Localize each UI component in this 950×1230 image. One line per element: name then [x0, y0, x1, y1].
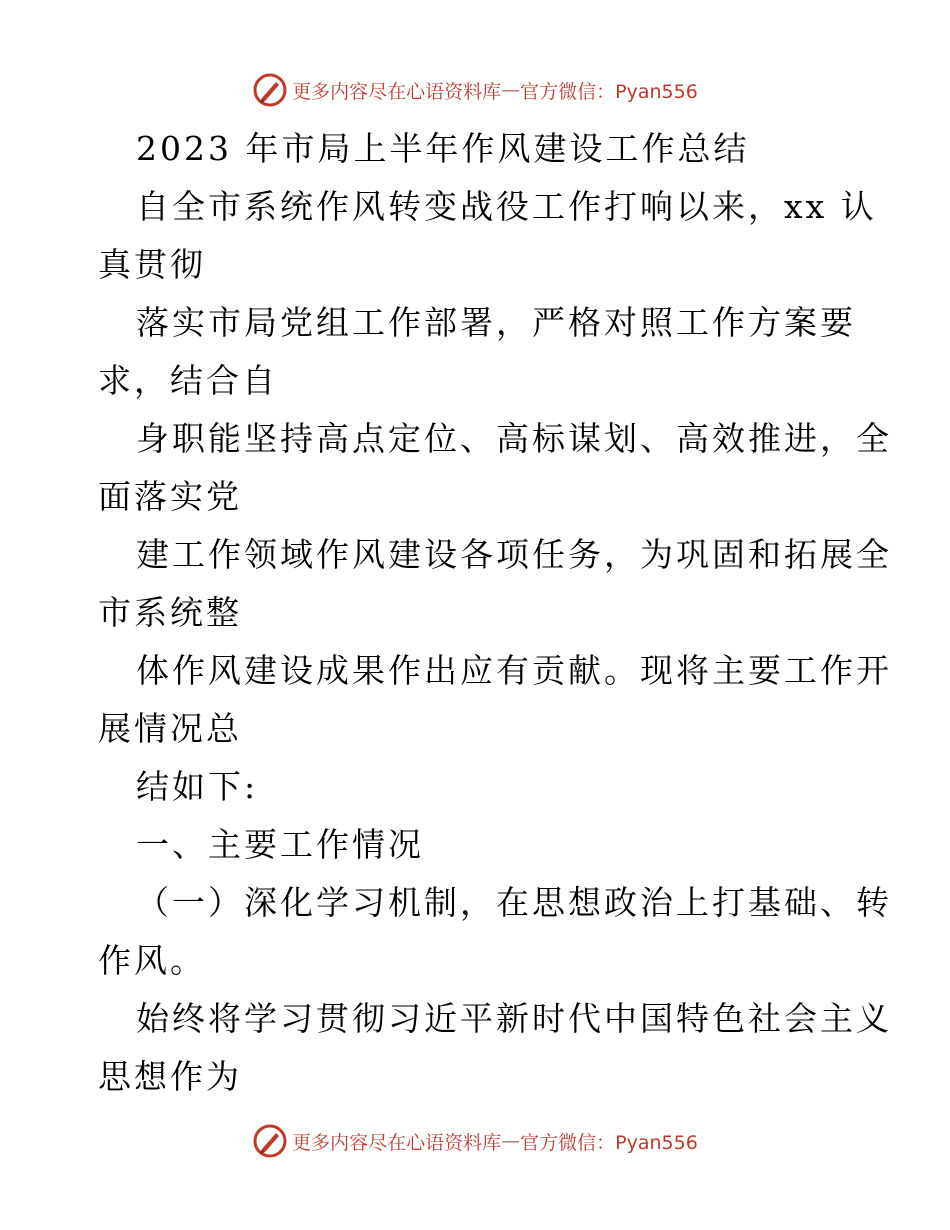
- pen-logo-icon: [252, 72, 288, 108]
- document-line: 作风。: [98, 941, 206, 980]
- watermark-brand: 更多内容尽在心语资料库: [292, 1131, 502, 1154]
- watermark-dash: —: [501, 1130, 521, 1152]
- document-line: 2023 年市局上半年作风建设工作总结: [136, 129, 750, 168]
- watermark-header: [0, 72, 950, 108]
- document-line: 展情况总: [98, 709, 242, 748]
- watermark-dash: —: [501, 79, 521, 101]
- document-line: 结如下:: [136, 767, 259, 806]
- watermark-wechat: 官方微信：Pyan556: [520, 80, 698, 103]
- document-line: 一、主要工作情况: [136, 825, 424, 864]
- watermark-footer: [0, 1123, 950, 1159]
- document-line: 思想作为: [98, 1057, 242, 1096]
- document-line: 体作风建设成果作出应有贡献。现将主要工作开: [136, 651, 892, 690]
- document-line: 建工作领域作风建设各项任务，为巩固和拓展全: [136, 535, 892, 574]
- document-line: 求，结合自: [98, 361, 278, 400]
- document-line: 自全市系统作风转变战役工作打响以来，xx 认: [136, 187, 877, 226]
- document-line: 面落实党: [98, 477, 242, 516]
- document-line: 身职能坚持高点定位、高标谋划、高效推进，全: [136, 419, 892, 458]
- document-line: 始终将学习贯彻习近平新时代中国特色社会主义: [136, 999, 892, 1038]
- watermark-wechat: 官方微信：Pyan556: [520, 1131, 698, 1154]
- document-line: 真贯彻: [98, 245, 206, 284]
- document-line: 落实市局党组工作部署，严格对照工作方案要: [136, 303, 856, 342]
- document-body: [98, 120, 892, 1106]
- watermark-brand: 更多内容尽在心语资料库: [292, 80, 502, 103]
- pen-logo-icon: [252, 1123, 288, 1159]
- document-line: （一）深化学习机制，在思想政治上打基础、转: [136, 883, 892, 922]
- document-line: 市系统整: [98, 593, 242, 632]
